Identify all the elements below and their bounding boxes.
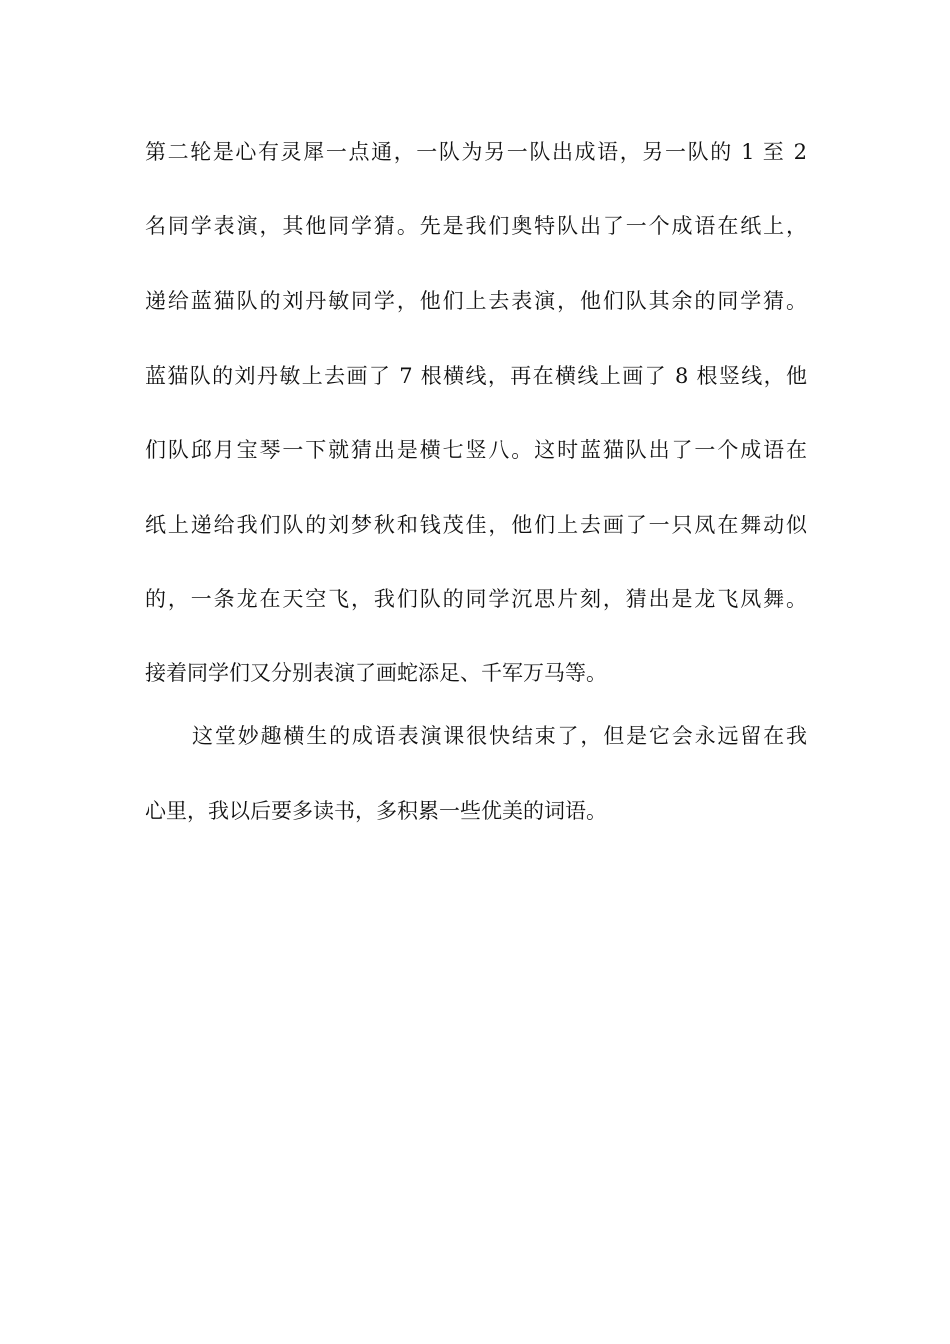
text-line: 们队邱月宝琴一下就猜出是横七竖八。这时蓝猫队出了一个成语在 [145,438,807,462]
text-line: 的，一条龙在天空飞，我们队的同学沉思片刻，猜出是龙飞凤舞。 [145,587,807,611]
text-line: 接着同学们又分别表演了画蛇添足、千军万马等。 [145,661,607,685]
text-line: 心里，我以后要多读书，多积累一些优美的词语。 [145,799,607,823]
text-line: 这堂妙趣横生的成语表演课很快结束了，但是它会永远留在我 [192,724,807,748]
text-line: 第二轮是心有灵犀一点通，一队为另一队出成语，另一队的 1 至 2 [145,140,807,164]
text-line: 纸上递给我们队的刘梦秋和钱茂佳，他们上去画了一只凤在舞动似 [145,513,807,537]
text-line: 名同学表演，其他同学猜。先是我们奥特队出了一个成语在纸上， [145,214,807,238]
text-line: 蓝猫队的刘丹敏上去画了 7 根横线，再在横线上画了 8 根竖线，他 [145,364,807,388]
text-line: 递给蓝猫队的刘丹敏同学，他们上去表演，他们队其余的同学猜。 [145,289,807,313]
